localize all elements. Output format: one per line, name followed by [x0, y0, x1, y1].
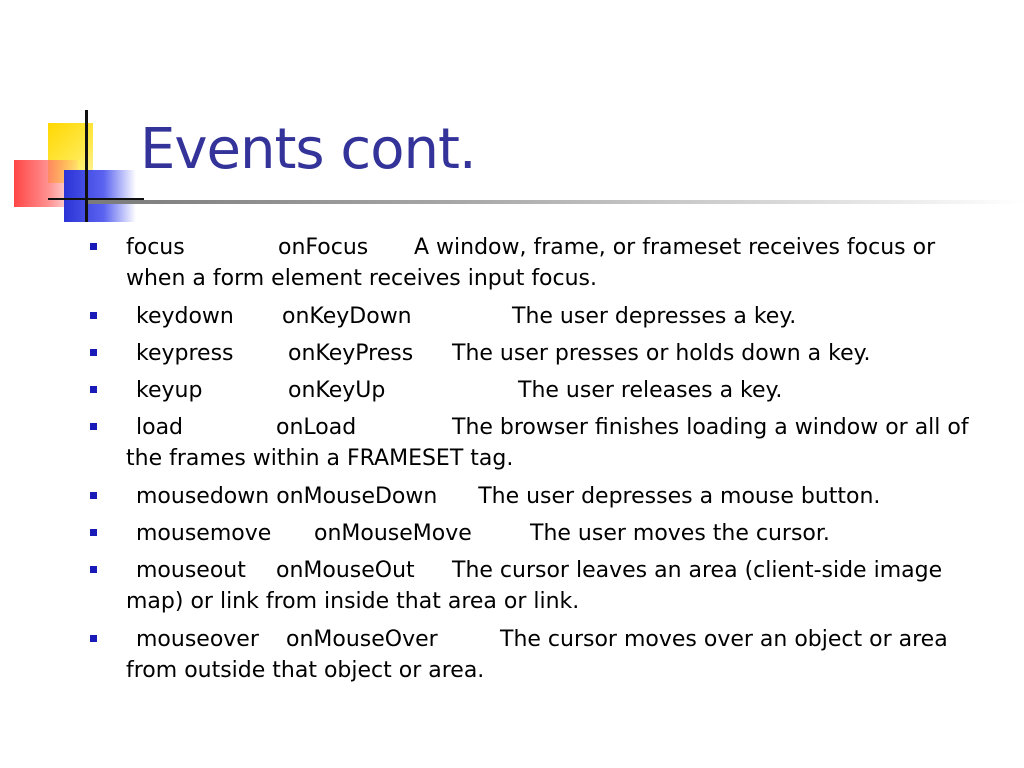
event-handler: onLoad [276, 415, 357, 440]
event-name: mouseout [136, 558, 246, 583]
event-name: keydown [136, 304, 234, 329]
event-handler: onKeyUp [288, 378, 386, 403]
event-description: The cursor moves over an object or area from outside that object or area. [126, 627, 948, 683]
square-bullet-icon [90, 492, 97, 499]
event-description: The browser finishes loading a window or all of the frames within a FRAMESET tag. [126, 415, 969, 471]
event-handler: onFocus [278, 235, 369, 260]
event-handler: onMouseDown [276, 484, 438, 509]
event-name: mouseover [136, 627, 259, 652]
event-name: mousemove [136, 521, 272, 546]
event-name: keyup [136, 378, 203, 403]
event-description: A window, frame, or frameset receives focus or when a form element receives input focus. [126, 235, 936, 291]
colored-squares-logo-icon [0, 0, 150, 240]
bullet-keyup [90, 375, 990, 406]
square-bullet-icon [90, 423, 97, 430]
square-bullet-icon [90, 566, 97, 573]
bullet-keypress [90, 338, 990, 369]
square-bullet-icon [90, 312, 97, 319]
title-underline-rule [88, 200, 1024, 204]
bullet-focus [90, 232, 990, 294]
event-handler: onMouseOver [286, 627, 438, 652]
event-name: focus [126, 235, 185, 260]
logo-blue-square [64, 170, 136, 222]
bullet-mousemove [90, 518, 990, 549]
event-description: The user presses or holds down a key. [452, 341, 871, 366]
square-bullet-icon [90, 386, 97, 393]
bullet-load [90, 412, 990, 474]
event-description: The user depresses a mouse button. [478, 484, 881, 509]
square-bullet-icon [90, 349, 97, 356]
square-bullet-icon [90, 243, 97, 250]
event-handler: onMouseMove [314, 521, 472, 546]
event-handler: onMouseOut [276, 558, 415, 583]
event-description: The user releases a key. [518, 378, 783, 403]
event-description: The user moves the cursor. [530, 521, 830, 546]
bullet-mouseover [90, 624, 990, 686]
square-bullet-icon [90, 529, 97, 536]
event-handler: onKeyDown [282, 304, 412, 329]
bullet-mouseout [90, 555, 990, 617]
event-name: mousedown [136, 484, 270, 509]
square-bullet-icon [90, 635, 97, 642]
event-name: load [136, 415, 184, 440]
event-description: The cursor leaves an area (client-side image map) or link from inside that area or link. [126, 558, 943, 614]
event-bullet-list [90, 232, 990, 692]
logo-vertical-line [85, 110, 88, 222]
event-description: The user depresses a key. [512, 304, 797, 329]
slide-title: Events cont. [140, 117, 476, 182]
bullet-keydown [90, 301, 990, 332]
event-handler: onKeyPress [288, 341, 414, 366]
bullet-mousedown [90, 481, 990, 512]
event-name: keypress [136, 341, 234, 366]
